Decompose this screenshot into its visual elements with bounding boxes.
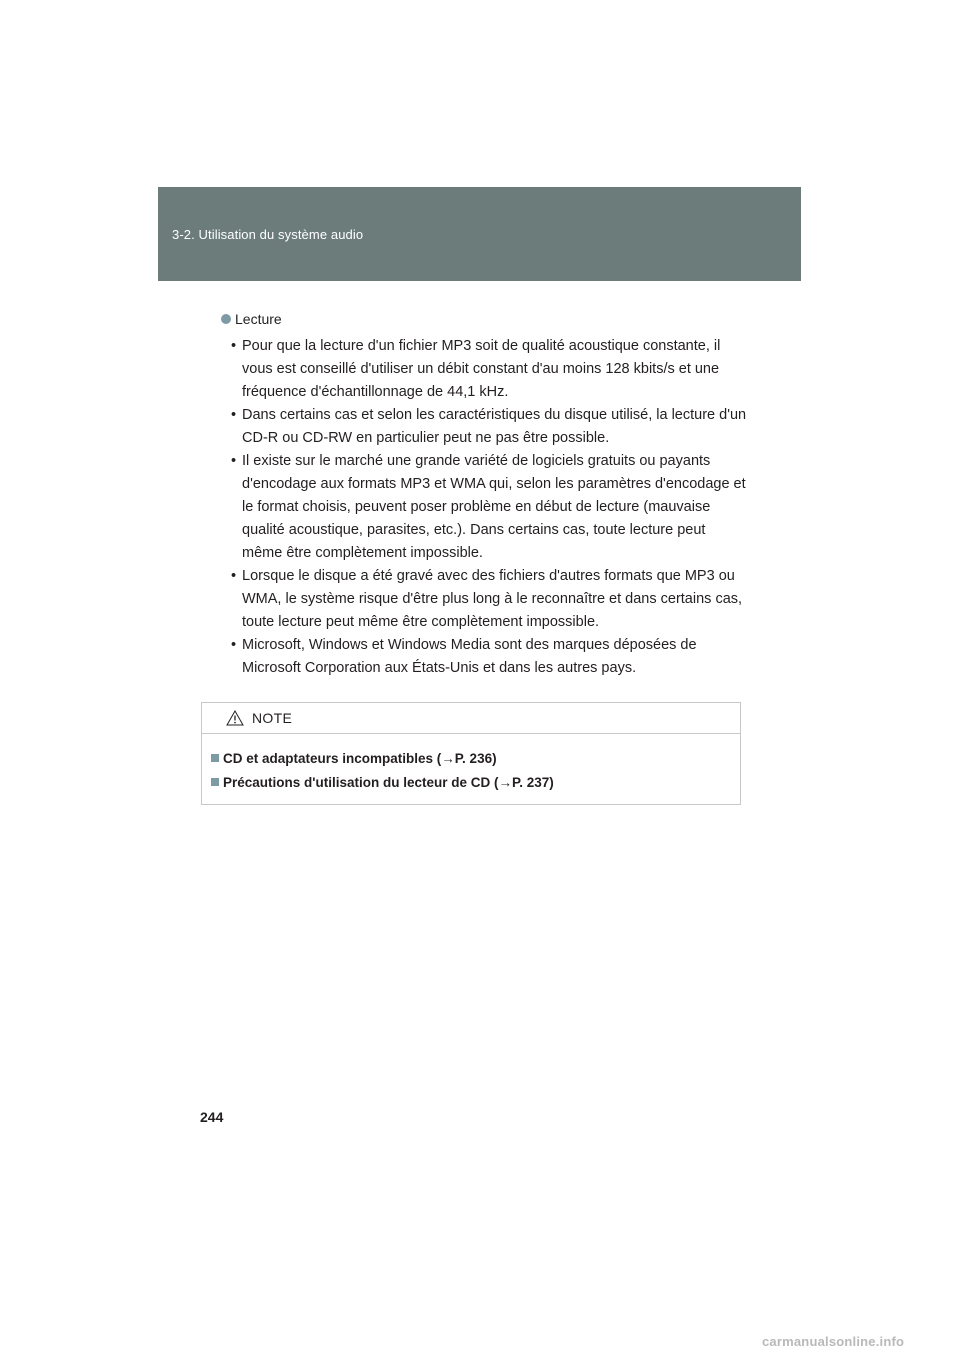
list-item	[231, 565, 747, 634]
list-item-text: Pour que la lecture d'un fichier MP3 soit de qualité acoustique constante, il vous est conseillé d'utiliser un débit constant d'au moins 128 kbits/s et une fréquence d'échantillonnage de 44,1 kHz.	[242, 338, 721, 400]
bullet-mark: •	[231, 338, 237, 354]
section-title: 3-2. Utilisation du système audio	[172, 227, 364, 242]
note-box	[201, 702, 741, 805]
note-item-cd-adaptateurs	[211, 746, 740, 770]
note-item-text: Précautions d'utilisation du lecteur de CD (→P. 237)	[223, 774, 554, 790]
filled-square-icon	[211, 778, 219, 786]
list-item-text: Dans certains cas et selon les caractéristiques du disque utilisé, la lecture d'un CD-R ou CD-RW en particulier peut ne pas être possible.	[242, 407, 747, 446]
note-item-precautions	[211, 770, 740, 794]
lecture-section	[221, 309, 761, 680]
bullet-mark: •	[231, 407, 237, 423]
lecture-heading	[221, 309, 761, 329]
bullet-mark: •	[231, 637, 237, 653]
filled-square-icon	[211, 754, 219, 762]
bullet-mark: •	[231, 568, 237, 584]
note-item-text: CD et adaptateurs incompatibles (→P. 236)	[223, 750, 497, 766]
page-number: 244	[200, 1109, 224, 1125]
watermark: carmanualsonline.info	[762, 1334, 905, 1349]
list-item	[231, 335, 747, 404]
list-item	[231, 450, 747, 565]
bullet-mark: •	[231, 453, 237, 469]
note-header	[202, 703, 740, 734]
warning-triangle-icon	[226, 710, 244, 726]
list-item-text: Il existe sur le marché une grande variété de logiciels gratuits ou payants d'encodage aux formats MP3 et WMA qui, selon les paramètres d'encodage et le format choisis, peuvent poser problème en début de lecture (mauvaise qualité acoustique, parasites, etc.). Dans certains cas, toute lecture peut même être complètement impossible.	[242, 453, 746, 561]
list-item	[231, 634, 747, 680]
lecture-bullet-list	[221, 335, 761, 680]
section-header-band	[158, 187, 801, 281]
list-item	[231, 404, 747, 450]
note-item-list	[202, 734, 740, 794]
lecture-heading-text: Lecture	[235, 311, 282, 327]
note-title: NOTE	[252, 710, 293, 726]
filled-circle-icon	[221, 314, 231, 324]
list-item-text: Microsoft, Windows et Windows Media sont des marques déposées de Microsoft Corporation aux États-Unis et dans les autres pays.	[242, 637, 697, 676]
list-item-text: Lorsque le disque a été gravé avec des fichiers d'autres formats que MP3 ou WMA, le système risque d'être plus long à le reconnaître et dans certains cas, toute lecture peut même être complètement impossible.	[242, 568, 743, 630]
